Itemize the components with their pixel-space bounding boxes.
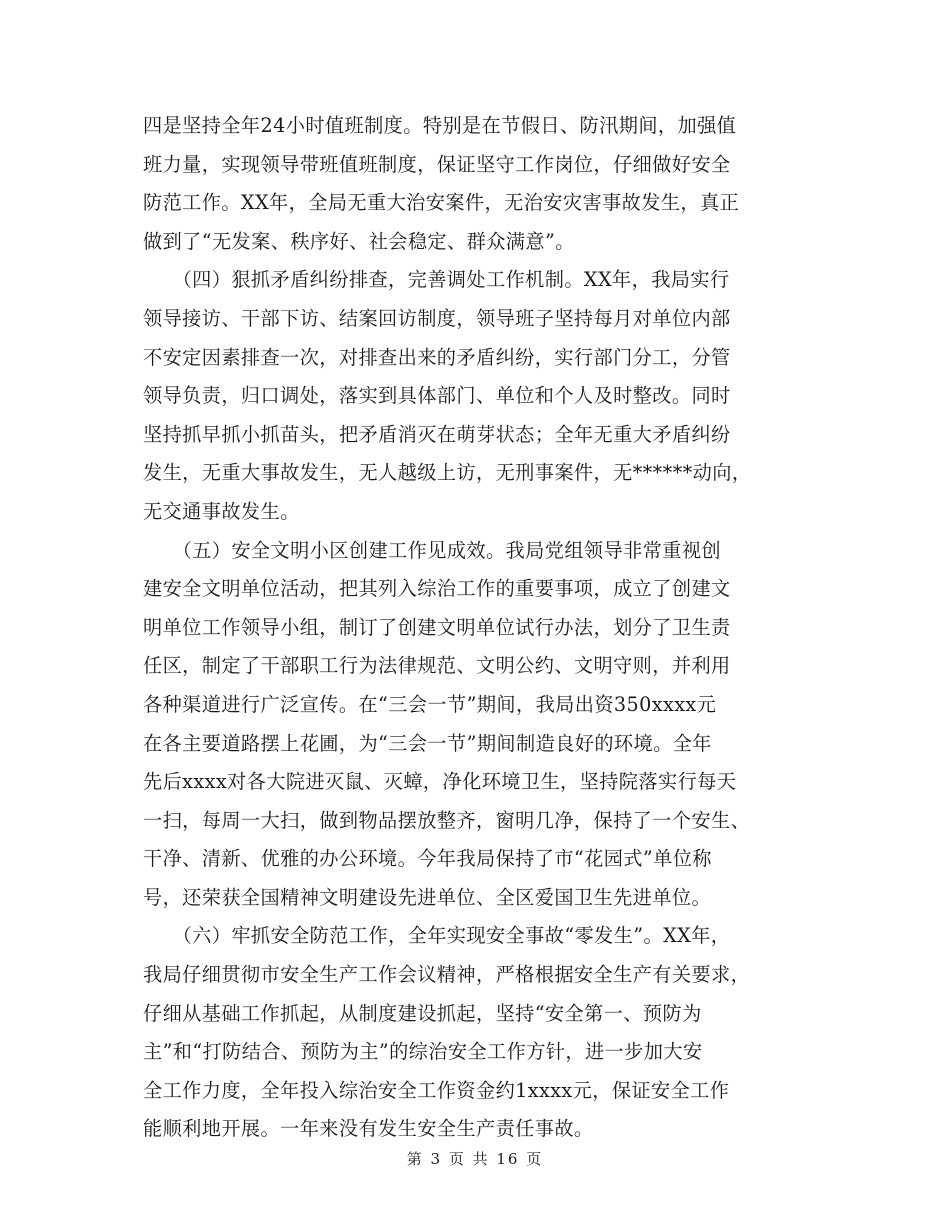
text-line: （四）狠抓矛盾纠纷排查，完善调处工作机制。XX年，我局实行 (143, 268, 730, 292)
page-number-footer: 第 3 页 共 16 页 (406, 1150, 544, 1168)
text-line: 任区，制定了干部职工行为法律规范、文明公约、文明守则，并利用 (143, 654, 731, 678)
text-line: 能顺利地开展。一年来没有发生安全生产责任事故。 (143, 1117, 594, 1141)
text-line: 班力量，实现领导带班值班制度，保证坚守工作岗位，仔细做好安全 (143, 152, 731, 176)
text-line: 坚持抓早抓小抓苗头，把矛盾消灭在萌芽状态；全年无重大矛盾纠纷 (143, 422, 731, 446)
text-line: 在各主要道路摆上花圃，为“三会一节”期间制造良好的环境。全年 (143, 731, 712, 755)
text-line: 领导负责，归口调处，落实到具体部门、单位和个人及时整改。同时 (143, 384, 731, 408)
text-line: 做到了“无发案、秩序好、社会稳定、群众满意”。 (143, 229, 575, 253)
text-line: 领导接访、干部下访、结案回访制度，领导班子坚持每月对单位内部 (143, 306, 731, 330)
text-line: 主”和“打防结合、预防为主”的综治安全工作方针，进一步加大安 (143, 1040, 703, 1064)
body-text (143, 107, 813, 1149)
text-line: 号，还荣获全国精神文明建设先进单位、全区爱国卫生先进单位。 (143, 885, 712, 909)
text-line: 防范工作。XX年，全局无重大治安案件，无治安灾害事故发生，真正 (143, 191, 740, 215)
text-line: 建安全文明单位活动，把其列入综治工作的重要事项，成立了创建文 (143, 577, 731, 601)
text-line: （六）牢抓安全防范工作，全年实现安全事故“零发生”。XX年， (143, 924, 731, 948)
text-line: 四是坚持全年24小时值班制度。特别是在节假日、防汛期间，加强值 (143, 114, 737, 137)
text-line: 一扫，每周一大扫，做到物品摆放整齐，窗明几净，保持了一个安生、 (143, 808, 751, 832)
text-line: 仔细从基础工作抓起，从制度建设抓起，坚持“安全第一、预防为 (143, 1001, 702, 1025)
text-line: 无交通事故发生。 (143, 499, 300, 523)
text-line: 先后xxxx对各大院进灭鼠、灭蟑，净化环境卫生，坚持院落实行每天 (143, 770, 737, 794)
text-line: 明单位工作领导小组，制订了创建文明单位试行办法，划分了卫生责 (143, 615, 731, 639)
text-line: 干净、清新、优雅的办公环境。今年我局保持了市“花园式”单位称 (143, 847, 712, 871)
text-line: 发生，无重大事故发生，无人越级上访，无刑事案件，无******动向， (143, 461, 752, 485)
text-line: 全工作力度，全年投入综治安全工作资金约1xxxx元，保证安全工作 (143, 1078, 730, 1102)
text-line: （五）安全文明小区创建工作见成效。我局党组领导非常重视创 (143, 538, 722, 562)
text-line: 不安定因素排查一次，对排查出来的矛盾纠纷，实行部门分工，分管 (143, 345, 731, 369)
text-line: 各种渠道进行广泛宣传。在“三会一节”期间，我局出资350xxxx元 (143, 692, 717, 716)
text-line: 我局仔细贯彻市安全生产工作会议精神，严格根据安全生产有关要求， (143, 963, 751, 987)
